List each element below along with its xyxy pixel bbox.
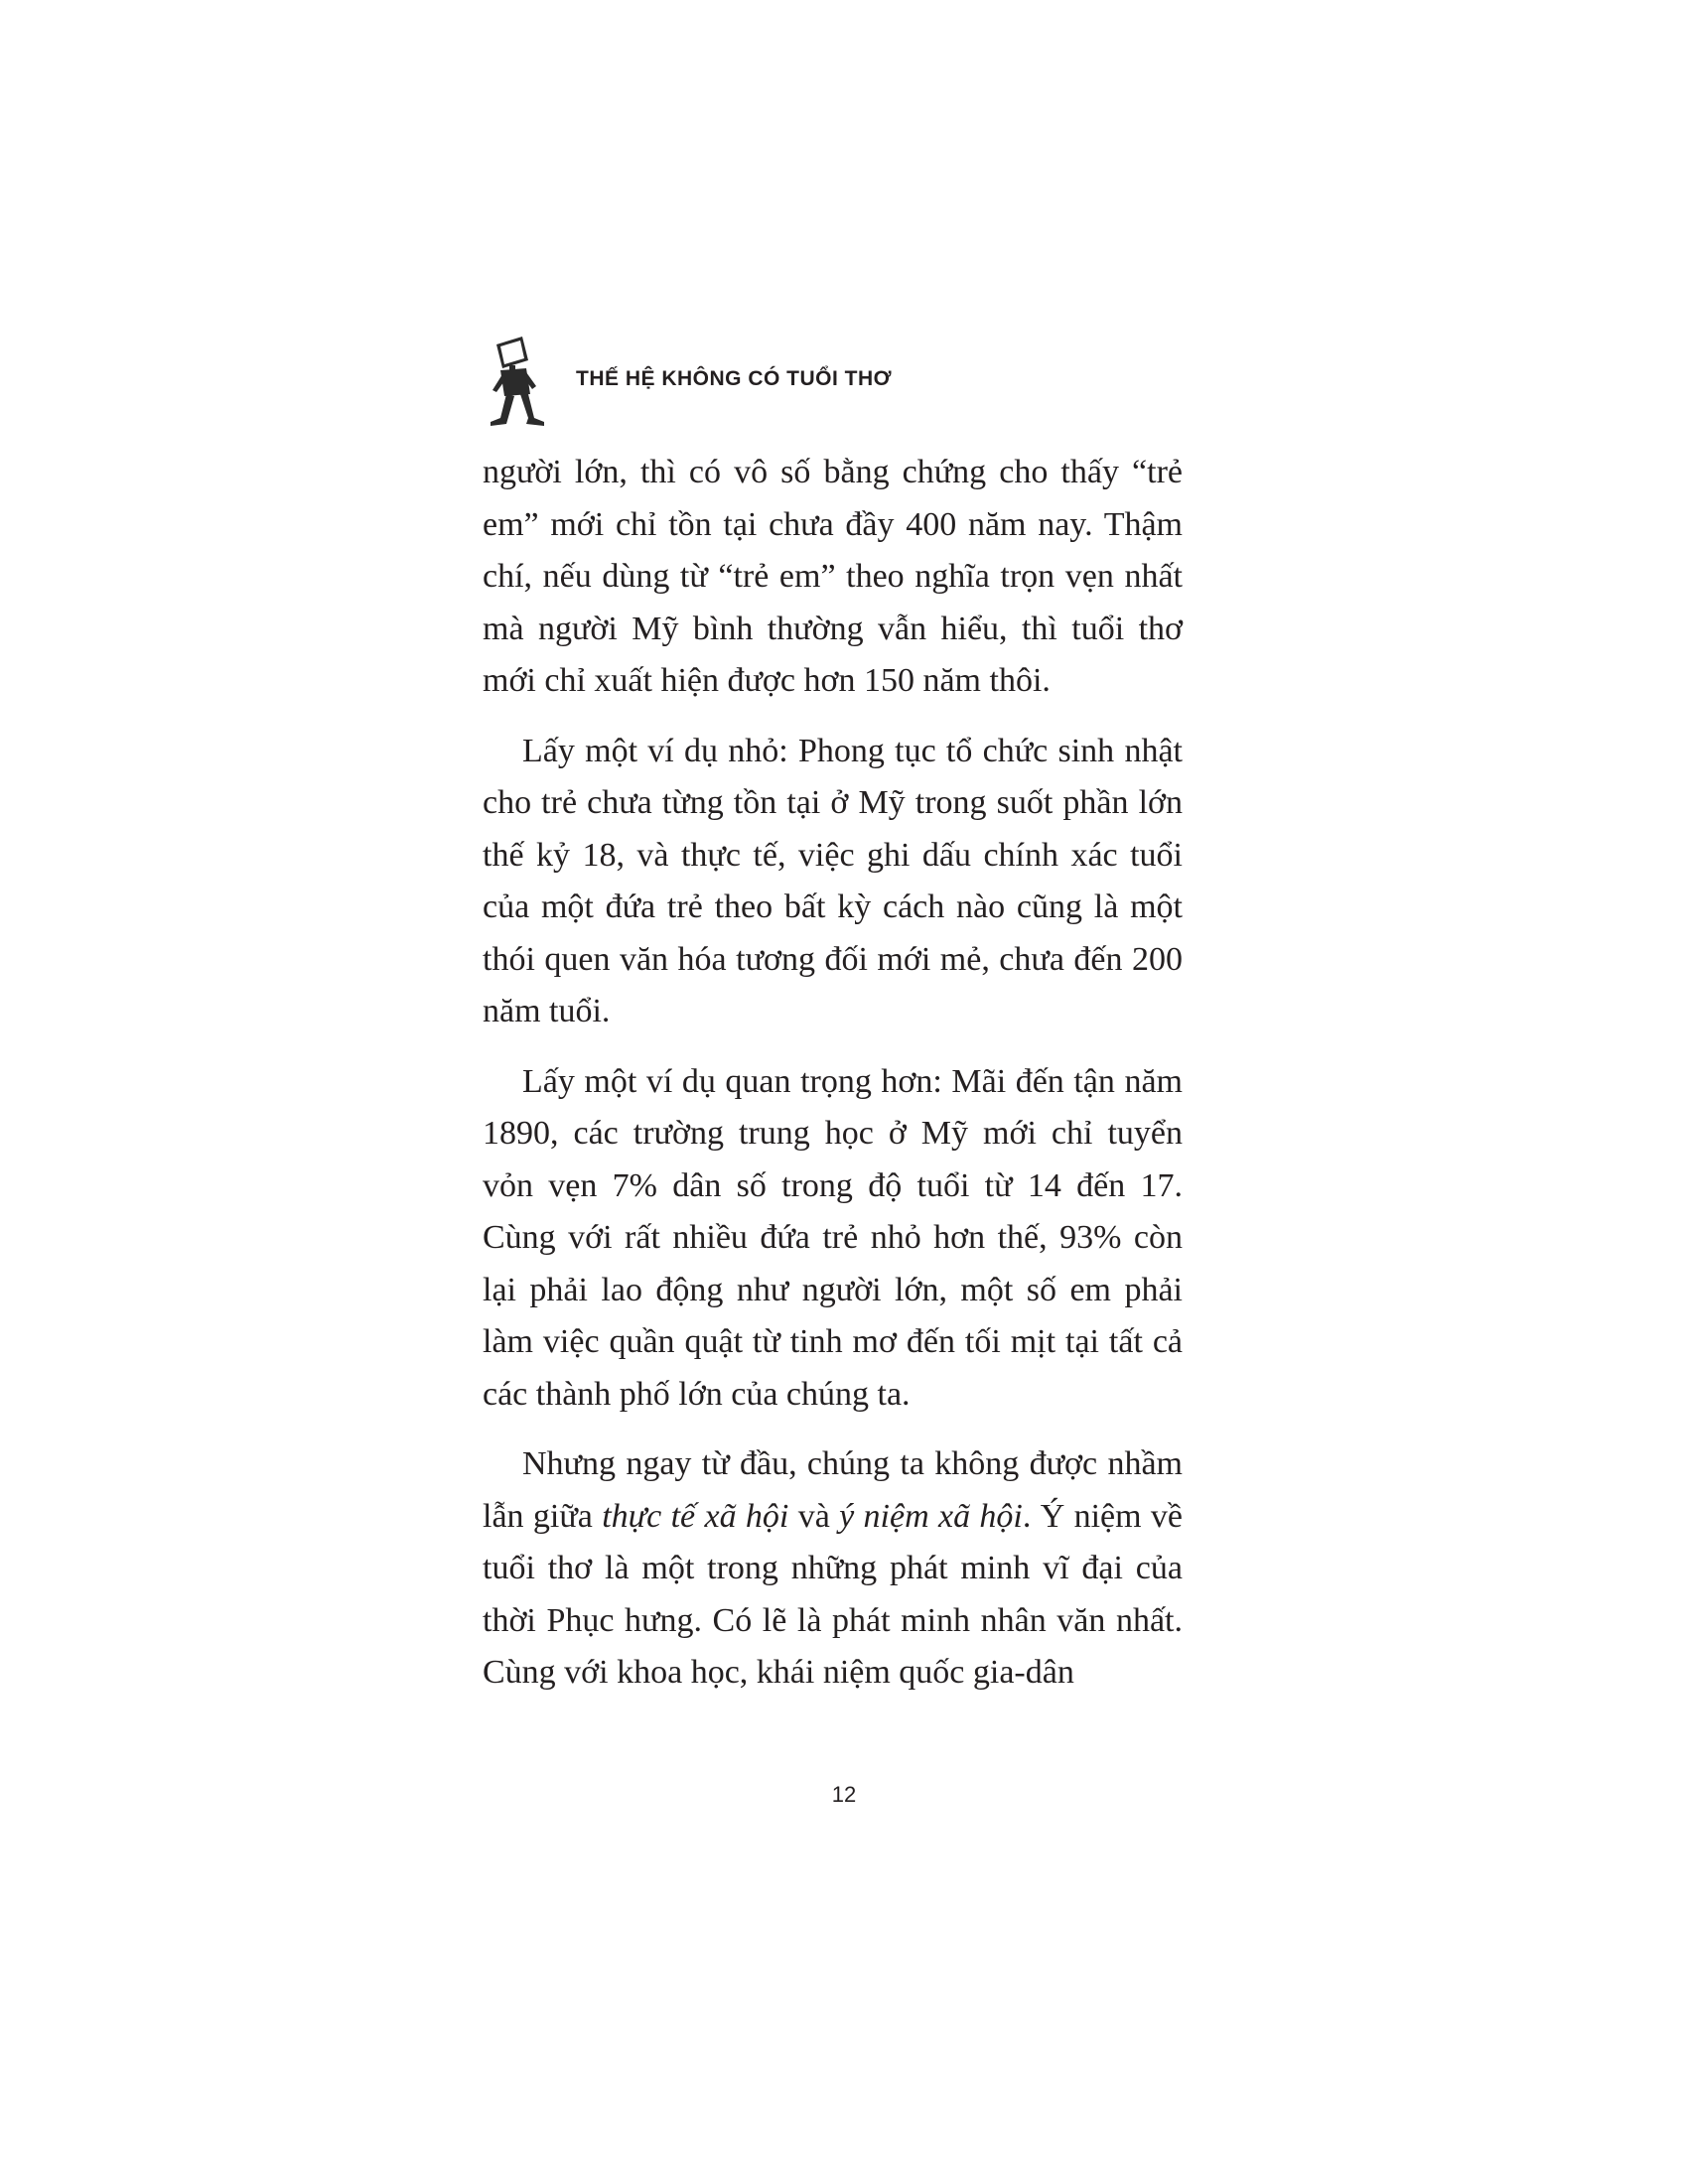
paragraph-1: người lớn, thì có vô số bằng chứng cho thấy “trẻ em” mới chỉ tồn tại chưa đầy 400 năm nay. Thậm chí, nếu dùng từ “trẻ em” theo nghĩa trọn vẹn nhất mà người Mỹ bình thường vẫn hiểu, thì tuổi thơ mới chỉ xuất hiện được hơn 150 năm thôi. [483,454,1183,699]
paragraph-4 [483,1438,1183,1700]
paragraph-2: Lấy một ví dụ nhỏ: Phong tục tổ chức sinh nhật cho trẻ chưa từng tồn tại ở Mỹ trong suốt phần lớn thế kỷ 18, và thực tế, việc ghi dấu chính xác tuổi của một đứa trẻ theo bất kỳ cách nào cũng là một thói quen văn hóa tương đối mới mẻ, chưa đến 200 năm tuổi. [483,732,1183,1029]
page-header [483,333,892,432]
tv-head-walking-figure-icon [483,335,560,430]
body-text [483,447,1183,1700]
paragraph-4-part-3: . Ý niệm về tuổi thơ là một trong những phát minh vĩ đại của thời Phục hưng. Có lẽ là phát minh nhân văn nhất. Cùng với khoa học, khái niệm quốc gia-dân [483,1497,1183,1691]
paragraph-3: Lấy một ví dụ quan trọng hơn: Mãi đến tận năm 1890, các trường trung học ở Mỹ mới chỉ tuyển vỏn vẹn 7% dân số trong độ tuổi từ 14 đến 17. Cùng với rất nhiều đứa trẻ nhỏ hơn thế, 93% còn lại phải lao động như người lớn, một số em phải làm việc quần quật từ tinh mơ đến tối mịt tại tất cả các thành phố lớn của chúng ta. [483,1062,1183,1413]
italic-term-social-reality: thực tế xã hội [602,1497,789,1535]
paragraph-4-part-2: và [788,1497,840,1535]
running-title: THẾ HỆ KHÔNG CÓ TUỔI THƠ [576,367,893,390]
italic-term-social-idea: ý niệm xã hội [839,1497,1023,1535]
page-number: 12 [831,1782,857,1807]
paragraph-4-part-1: Nhưng ngay từ đầu, chúng ta không được nhầm lẫn giữa [483,1445,1183,1535]
